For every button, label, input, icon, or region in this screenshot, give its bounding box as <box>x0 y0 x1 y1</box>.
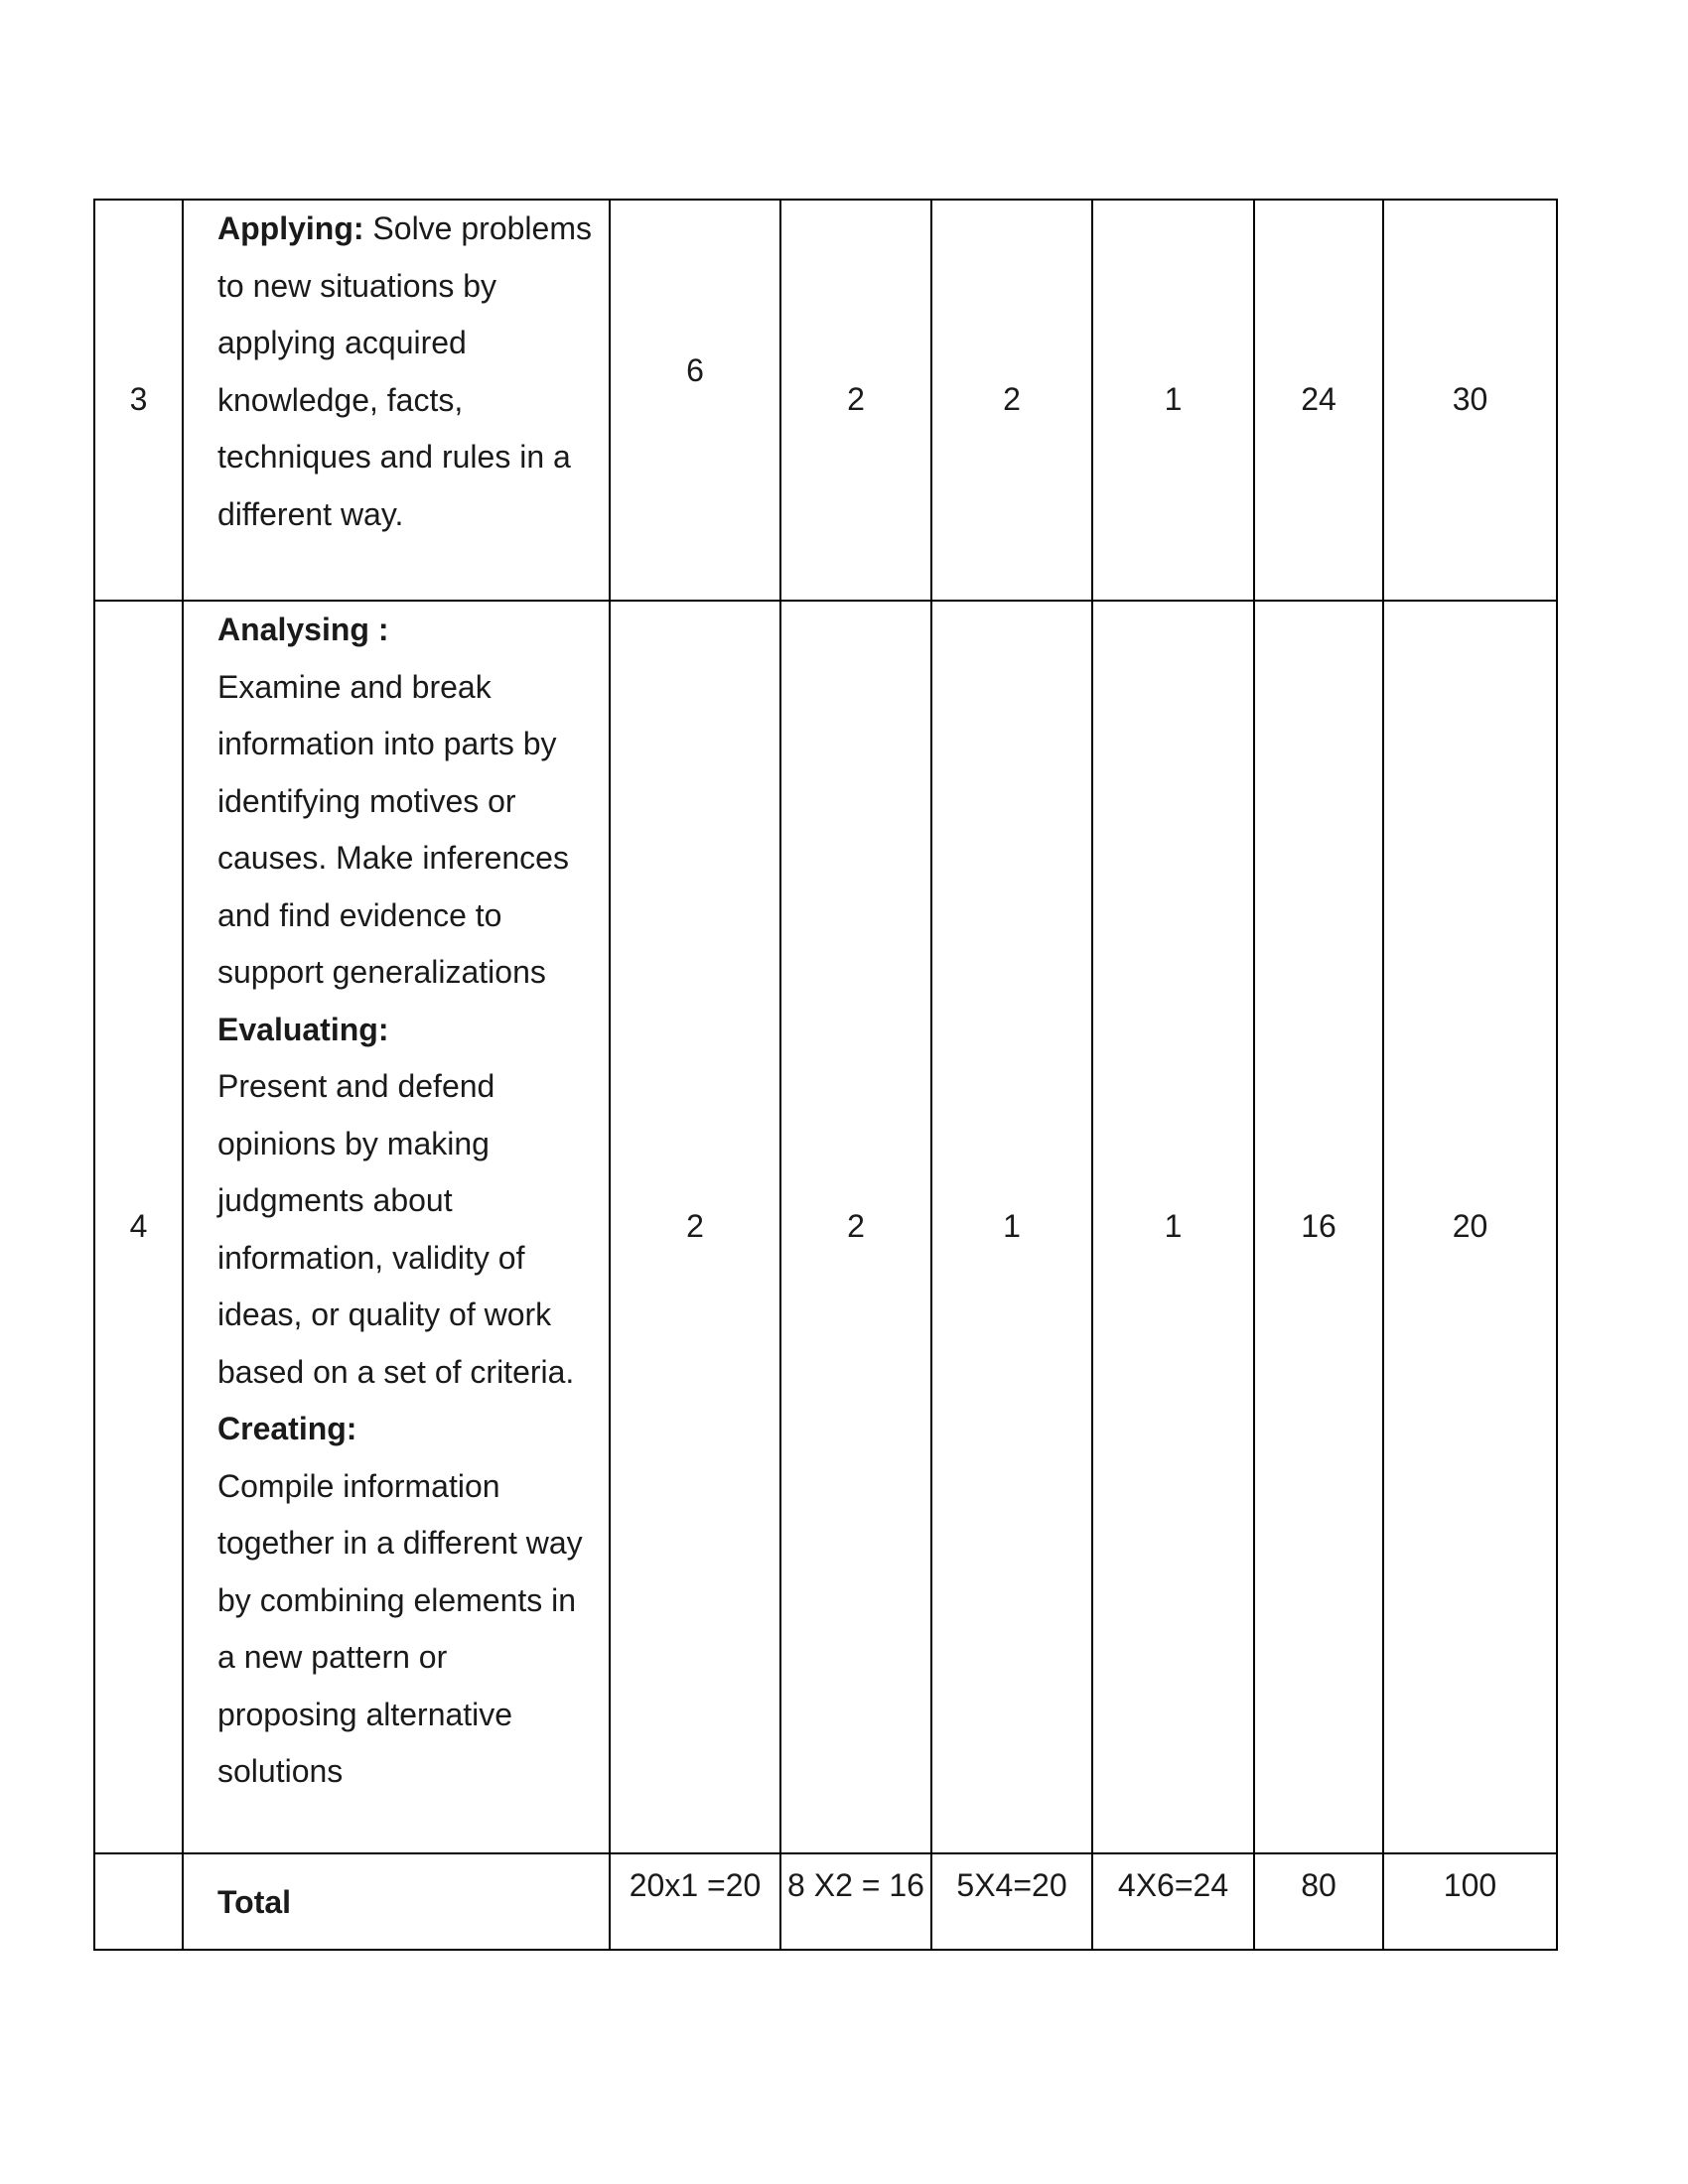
desc-line: together in a different way <box>217 1525 583 1561</box>
value-cell: 2 <box>780 601 931 1853</box>
desc-line: Present and defend <box>217 1068 495 1104</box>
desc-line: to new situations by <box>217 267 497 304</box>
desc-line: support generalizations <box>217 954 546 990</box>
table-row <box>94 200 1557 601</box>
table-row <box>94 601 1557 1853</box>
desc-line: techniques and rules in a <box>217 439 571 475</box>
total-row <box>94 1853 1557 1950</box>
serial-cell: 4 <box>94 601 183 1853</box>
desc-line: Examine and break <box>217 668 492 705</box>
value-cell: 2 <box>931 200 1092 601</box>
desc-line: applying acquired <box>217 325 467 360</box>
value-cell: 16 <box>1254 601 1383 1853</box>
total-cell: 8 X2 = 16 <box>780 1853 931 1950</box>
desc-line: proposing alternative <box>217 1696 513 1732</box>
desc-line: identifying motives or <box>217 782 516 819</box>
desc-heading: Analysing : <box>217 612 389 647</box>
value-cell: 1 <box>1092 601 1254 1853</box>
value-cell: 1 <box>931 601 1092 1853</box>
desc-line: knowledge, facts, <box>217 381 464 418</box>
desc-line: information, validity of <box>217 1239 525 1276</box>
total-cell: 100 <box>1383 1853 1557 1950</box>
description-cell <box>183 601 610 1853</box>
desc-line <box>217 201 609 258</box>
desc-heading: Creating: <box>217 1411 357 1446</box>
desc-line: solutions <box>217 1753 344 1789</box>
desc-line: based on a set of criteria. <box>217 1353 575 1390</box>
blueprint-table <box>93 199 1558 1951</box>
desc-heading: Evaluating: <box>217 1011 389 1047</box>
serial-cell <box>94 1853 183 1950</box>
desc-line: ideas, or quality of work <box>217 1297 552 1332</box>
total-cell: 5X4=20 <box>931 1853 1092 1950</box>
desc-line: causes. Make inferences <box>217 840 569 876</box>
total-label: Total <box>183 1853 610 1950</box>
serial-cell: 3 <box>94 200 183 601</box>
total-cell: 4X6=24 <box>1092 1853 1254 1950</box>
value-cell: 30 <box>1383 200 1557 601</box>
desc-text: Solve problems <box>363 210 592 246</box>
value-cell: 2 <box>610 601 780 1853</box>
description-cell <box>183 200 610 601</box>
desc-line: opinions by making <box>217 1125 490 1161</box>
desc-line: and find evidence to <box>217 896 502 933</box>
value-cell: 1 <box>1092 200 1254 601</box>
value-cell: 24 <box>1254 200 1383 601</box>
desc-line: judgments about <box>217 1182 453 1218</box>
desc-line: different way. <box>217 495 404 532</box>
desc-line: Compile information <box>217 1467 500 1504</box>
total-cell: 20x1 =20 <box>610 1853 780 1950</box>
value-cell: 2 <box>780 200 931 601</box>
desc-line: information into parts by <box>217 726 557 761</box>
desc-line: a new pattern or <box>217 1639 448 1675</box>
total-cell: 80 <box>1254 1853 1383 1950</box>
desc-heading: Applying: <box>217 210 364 246</box>
value-cell: 6 <box>610 200 780 601</box>
value-cell: 20 <box>1383 601 1557 1853</box>
desc-line: by combining elements in <box>217 1581 577 1618</box>
